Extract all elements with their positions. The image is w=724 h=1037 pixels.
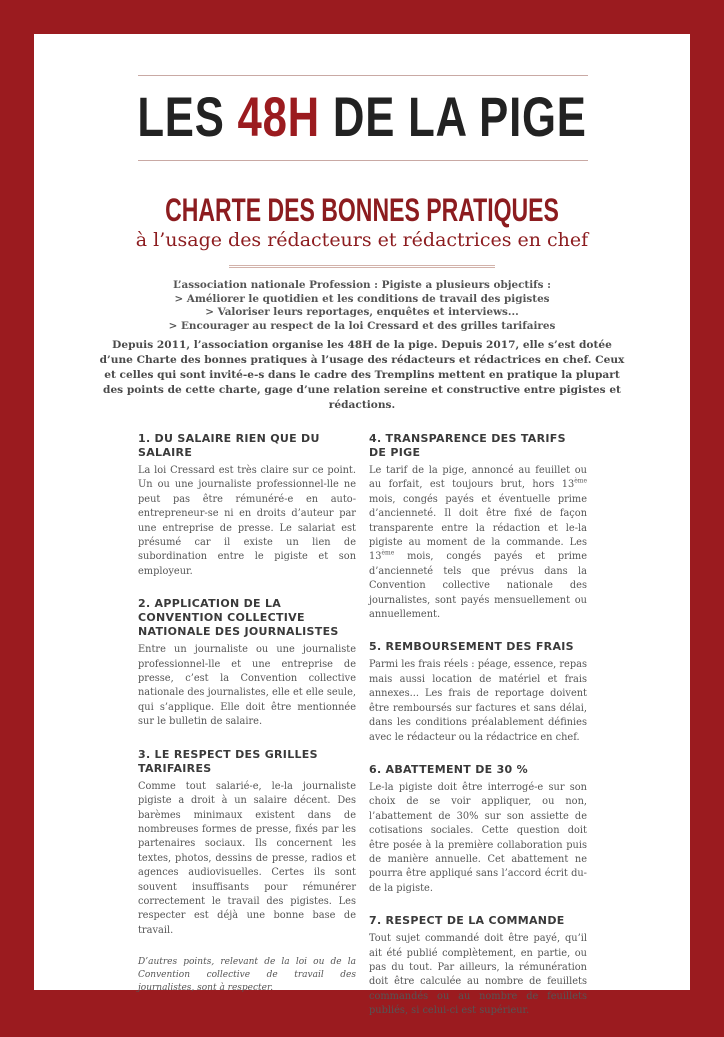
main-title: [106, 84, 618, 150]
section-body: Le-la pigiste doit être interrogé-e sur son choix de se voir appliquer, ou non, l’abattement de 30% sur son assiette de cotisations sociales. Cette question doit être posée à la première collaboration puis de manière annuelle. Cet abattement ne pourra être appliqué sans l’accord écrit du-de la pigiste.: [369, 781, 587, 894]
section-convention: [138, 597, 356, 729]
objective-item: > Valoriser leurs reportages, enquêtes et interviews...: [205, 306, 519, 318]
right-column: [369, 432, 587, 1037]
section-body: [369, 464, 587, 622]
body-text: Le tarif de la pige, annoncé au feuillet ou au forfait, est toujours brut, hors 13: [369, 465, 587, 491]
section-heading: 5. REMBOURSEMENT DES FRAIS: [369, 640, 574, 654]
section-body: Entre un journaliste ou une journaliste professionnel-lle et une entreprise de presse, c’est la Convention collective nationale des journalistes, elle et elle seule, qui s’applique. Elle doit être mentionnée sur le bulletin de salaire.: [138, 644, 356, 728]
section-body: Parmi les frais réels : péage, essence, repas mais aussi location de matériel et frais annexes... Les frais de reportage doivent être remboursés sur factures et sans délai, dans les conditions préalablement définies avec le rédacteur ou la rédactrice en chef.: [369, 659, 587, 743]
section-order: [369, 914, 587, 1018]
title-bottom-divider: [138, 160, 588, 161]
section-body: La loi Cressard est très claire sur ce point. Un ou une journaliste professionnel-lle ne peut pas être rémunéré-e en auto-entrepreneur-se ni en droits d’auteur par une entreprise de presse. Le salariat est présumé car il existe un lien de subordination entre le pigiste et son employeur.: [138, 465, 356, 577]
left-column: [138, 432, 356, 995]
top-divider: [138, 75, 588, 76]
section-deduction: [369, 763, 587, 896]
section-expenses: [369, 640, 587, 744]
subtitle-double-divider: [229, 265, 495, 268]
section-body: Tout sujet commandé doit être payé, qu’il ait été publié complètement, en partie, ou pas du tout. Par ailleurs, la rémunération doit être calculée au nombre de feuillets commandés ou au nombre de feuillets publiés, si celui-ci est supérieur.: [369, 933, 587, 1017]
closing-note: D’autres points, relevant de la loi ou de la Convention collective de travail des journalistes, sont à respecter.: [138, 957, 356, 994]
section-heading: 3. LE RESPECT DES GRILLES TARIFAIRES: [138, 747, 318, 775]
charter-subtitle: à l’usage des rédacteurs et rédactrices en chef: [135, 229, 589, 251]
intro-objectives: [104, 279, 620, 333]
section-heading: 7. RESPECT DE LA COMMANDE: [369, 914, 565, 928]
main-title-part-2: DE LA PIGE: [320, 85, 587, 148]
section-heading: 2. APPLICATION DE LA CONVENTION COLLECTIVE NATIONALE DES JOURNALISTES: [138, 597, 339, 639]
main-title-accent: 48H: [237, 85, 321, 148]
objective-item: > Encourager au respect de la loi Cressard et des grilles tarifaires: [168, 319, 556, 332]
intro-paragraph: Depuis 2011, l’association organise les 48H de la pige. Depuis 2017, elle s’est dotée d’une Charte des bonnes pratiques à l’usage des rédacteurs et rédactrices en chef. Ceux et celles qui sont invité-e-s dans le cadre des Tremplins mettent en pratique la plupart des points de cette charte, gage d’une relation sereine et constructive entre pigistes et rédactions.: [99, 339, 625, 411]
section-transparency: [369, 432, 587, 622]
superscript: ème: [574, 478, 587, 486]
objective-item: > Améliorer le quotidien et les conditions de travail des pigistes: [174, 292, 550, 305]
section-heading: 1. DU SALAIRE RIEN QUE DU SALAIRE: [138, 432, 320, 459]
charter-title: CHARTE DES BONNES PRATIQUES: [165, 192, 559, 228]
section-heading: 6. ABATTEMENT DE 30 %: [369, 762, 528, 776]
intro-lead: L’association nationale Profession : Pigiste a plusieurs objectifs :: [173, 279, 551, 291]
section-body: Comme tout salarié-e, le-la journaliste pigiste a droit à un salaire décent. Des barèmes minimaux existent dans de nombreuses formes de presse, fixés par les partenaires sociaux. Ils concernent les textes, photos, dessins de presse, radios et agences audiovisuelles. Certes ils sont souvent insuffisants pour rémunérer correctement le travail des pigistes. Les respecter est déjà une bonne base de travail.: [138, 780, 356, 936]
poster-sheet: [34, 34, 690, 1017]
body-text: mois, congés payés et éventuelle prime d’ancienneté. Il doit être fixé de façon transparente entre la rédaction et le-la pigiste au moment de la commande. Les 13: [369, 493, 587, 563]
superscript: ème: [381, 550, 395, 558]
section-tariff-grids: [138, 748, 356, 938]
main-title-part-1: LES: [137, 85, 238, 148]
section-salary: [138, 432, 356, 579]
body-text: mois, congés payés et prime d’ancienneté tels que prévus dans la Convention collective nationale des journalistes, sont payés mensuellement ou annuellement.: [369, 551, 587, 621]
section-heading: 4. TRANSPARENCE DES TARIFS DE PIGE: [369, 432, 566, 459]
